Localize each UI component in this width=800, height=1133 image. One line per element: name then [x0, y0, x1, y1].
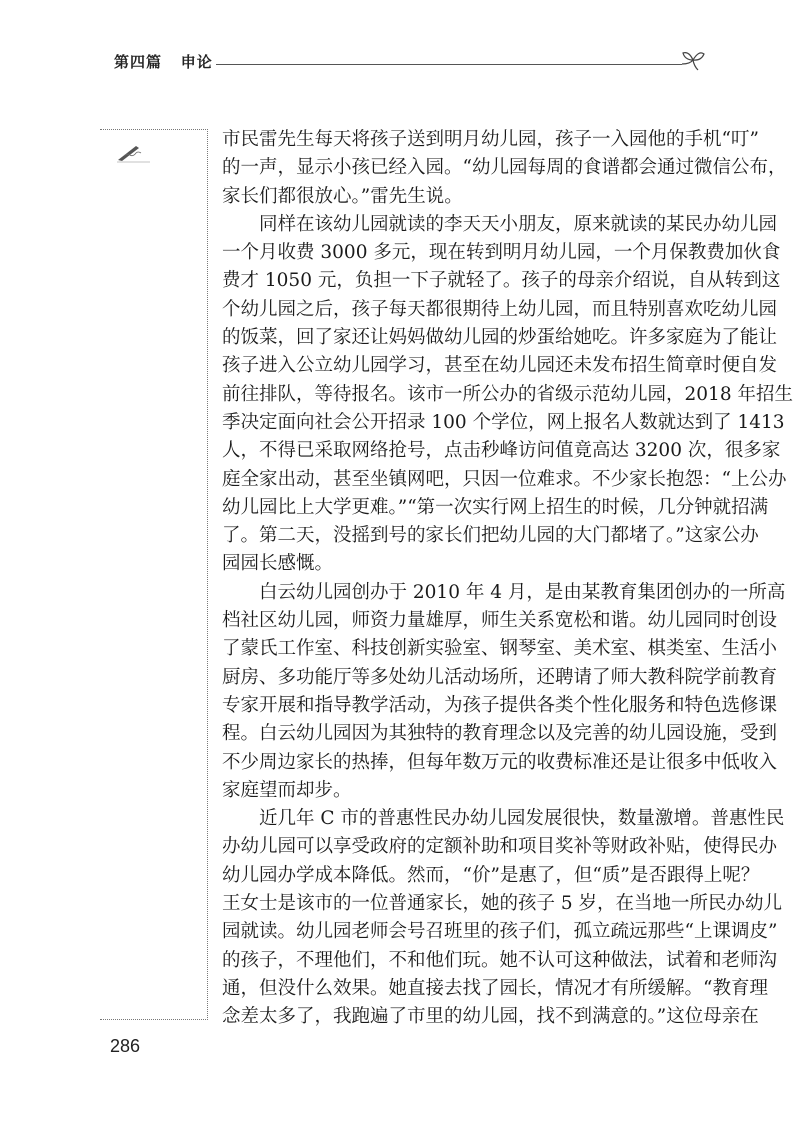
header-rule — [216, 64, 682, 65]
text-line: 的孩子，不理他们，不和他们玩。她不认可这种做法，试着和老师沟 — [222, 949, 778, 971]
text-line: 的一声，显示小孩已经入园。“幼儿园每周的食谱都会通过微信公布， — [222, 157, 787, 179]
text-line: 王女士是该市的一位普通家长，她的孩子 5 岁，在当地一所民办幼儿 — [222, 893, 783, 915]
paragraph — [222, 211, 793, 579]
paragraph — [222, 805, 785, 1031]
text-line: 通，但没什么效果。她直接去找了园长，情况才有所缓解。“教育理 — [222, 977, 768, 999]
text-line: 市民雷先生每天将孩子送到明月幼儿园，孩子一入园他的手机“叮” — [222, 129, 759, 150]
text-line: 孩子进入公立幼儿园学习，甚至在幼儿园还未发布招生简章时便自发 — [222, 355, 778, 377]
paragraph — [222, 579, 786, 805]
text-line: 家长们都很放心。”雷先生说。 — [222, 185, 463, 207]
text-line: 一个月收费 3000 多元，现在转到明月幼儿园，一个月保教费加伙食 — [222, 242, 781, 264]
text-line: 前往排队，等待报名。该市一所公办的省级示范幼儿园，2018 年招生 — [222, 383, 793, 405]
text-line: 办幼儿园可以享受政府的定额补助和项目奖补等财政补贴，使得民办 — [222, 836, 778, 858]
pen-writing-icon — [114, 142, 154, 164]
page-number: 286 — [110, 1036, 141, 1056]
text-line: 费才 1050 元，负担一下子就轻了。孩子的母亲介绍说，自从转到这 — [222, 270, 781, 292]
text-line: 厨房、多功能厅等多处幼儿活动场所，还聘请了师大教科院学前教育 — [222, 666, 778, 688]
text-line: 个幼儿园之后，孩子每天都很期待上幼儿园，而且特别喜欢吃幼儿园 — [222, 298, 778, 320]
text-line: 园就读。幼儿园老师会号召班里的孩子们，孤立疏远那些“上课调皮” — [222, 921, 778, 943]
leaf-sprout-icon — [680, 48, 706, 72]
text-line: 念差太多了，我跑遍了市里的幼儿园，找不到满意的。”这位母亲在 — [222, 1006, 759, 1028]
section-label: 第四篇 — [114, 53, 163, 71]
section-header — [114, 51, 213, 72]
text-line: 白云幼儿园创办于 2010 年 4 月，是由某教育集团创办的一所高 — [259, 581, 786, 603]
text-line: 家庭望而却步。 — [222, 779, 352, 801]
text-line: 档社区幼儿园，师资力量雄厚，师生关系宽松和谐。幼儿园同时创设 — [222, 610, 778, 632]
text-line: 园园长感慨。 — [222, 553, 334, 575]
paragraph — [222, 126, 787, 211]
text-line: 的饭菜，回了家还让妈妈做幼儿园的炒蛋给她吃。许多家庭为了能让 — [222, 327, 778, 349]
text-line: 季决定面向社会公开招录 100 个学位，网上报名人数就达到了 1413 — [222, 411, 785, 433]
text-line: 不少周边家长的热捧，但每年数万元的收费标准还是让很多中低收入 — [222, 751, 778, 773]
text-line: 幼儿园办学成本降低。然而，“价”是惠了，但“质”是否跟得上呢？ — [222, 864, 760, 886]
text-line: 同样在该幼儿园就读的李天天小朋友，原来就读的某民办幼儿园 — [259, 213, 778, 235]
article-body — [222, 126, 793, 1032]
text-line: 专家开展和指导教学活动，为孩子提供各类个性化服务和特色选修课 — [222, 694, 778, 716]
text-line: 程。白云幼儿园因为其独特的教育理念以及完善的幼儿园设施，受到 — [222, 723, 778, 745]
text-line: 人，不得已采取网络抢号，点击秒峰访问值竟高达 3200 次，很多家 — [222, 440, 781, 462]
margin-note-box — [100, 129, 208, 1020]
text-line: 了。第二天，没摇到号的家长们把幼儿园的大门都堵了。”这家公办 — [222, 525, 759, 547]
text-line: 近几年 C 市的普惠性民办幼儿园发展很快，数量激增。普惠性民 — [259, 808, 785, 830]
text-line: 庭全家出动，甚至坐镇网吧，只因一位难求。不少家长抱怨：“上公办 — [222, 468, 787, 490]
text-line: 幼儿园比上大学更难。”“第一次实行网上招生的时候，几分钟就招满 — [222, 496, 769, 518]
subject-label: 申论 — [180, 53, 213, 71]
text-line: 了蒙氏工作室、科技创新实验室、钢琴室、美术室、棋类室、生活小 — [222, 638, 778, 660]
